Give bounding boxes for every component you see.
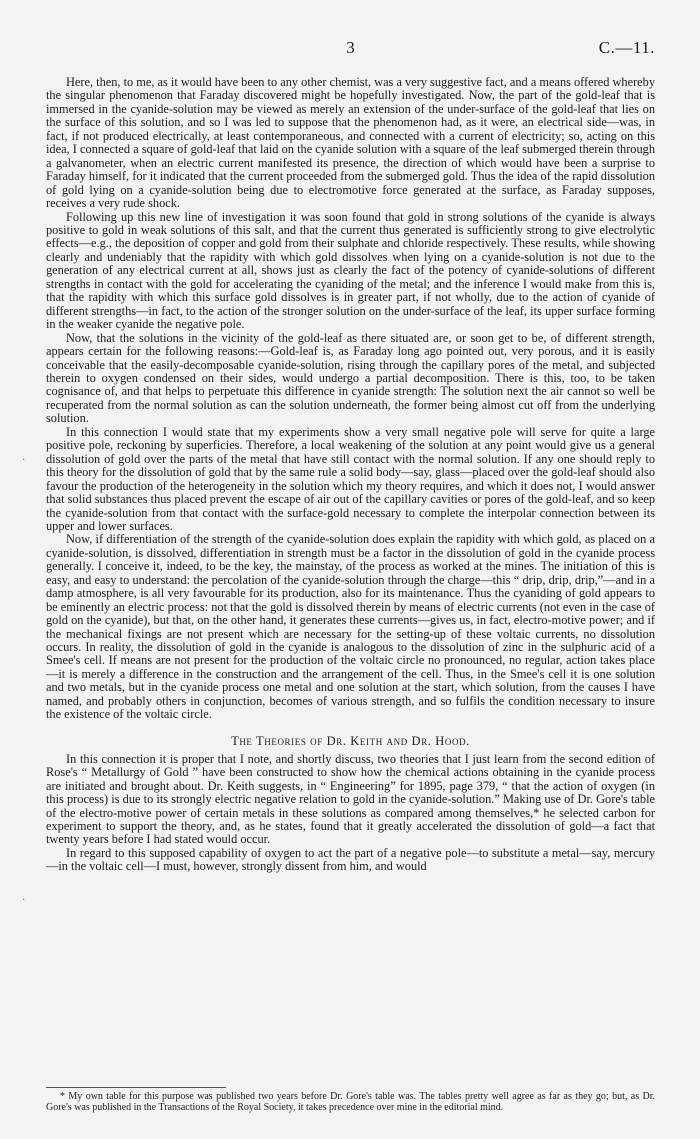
paragraph: In regard to this supposed capability of oxygen to act the part of a negative pole—to substitute a metal—say, mercury—in the voltaic cell—I must, however, strongly dissent from him, and would [46,845,655,874]
paragraph: Now, that the solutions in the vicinity of the gold-leaf as there situated are, or soon get to be, of different strength, appears certain for the following reasons:—Gold-leaf is, as Faraday long ago pointed out, very porous, and it is easily conceivable that the easily-decomposable cyanide-solution, rising through the capillary pores of the metal, and subjected therein to oxygen condensed on their sides, would undergo a partial decomposition. There is this, too, to be taken cognisance of, and that helps to perpetuate this difference in cyanide strength: The solution next the air cannot so well be recuperated from the normal solution as can the solution underneath, the former being almost cut off from the underlying solution. [46,330,655,426]
margin-dot: · [22,455,26,466]
paragraph: In this connection I would state that my experiments show a very small negative pole will serve for quite a large positive pole, reckoning by superficies. Therefore, a local weakening of the solution at any point would give us a general dissolution of gold over the parts of the metal that have still contact with the normal solution. If any one should reply to this theory for the dissolution of gold that by the same rule a solid body—say, glass—placed over the gold-leaf should also favour the production of the heterogeneity in the solution which my theory requires, and which it does not, I would answer that solid substances thus placed prevent the escape of air out of the capillary cavities or pores of the gold-leaf, and so keep the cyanide-solution from that contact with the surface-gold necessary to complete the interpolar connection between its upper and lower surfaces. [46,424,655,533]
paragraph: In this connection it is proper that I note, and shortly discuss, two theories that I just learn from the second edition of Rose's “ Metallurgy of Gold ” have been constructed to show how the chemical actions obtaining in the cyanide process are initiated and brought about. Dr. Keith suggests, in “ Engineering” for 1895, page 379, “ that the action of oxygen (in this process) is due to its strongly electric negative relation to gold in the cyanide-solution.” Making use of Dr. Gore's table of the electro-motive power of certain metals in these solutions as compared among themselves,* he selected carbon for experiment to support the theory, and, as he states, found that it greatly accelerated the dissolution of gold—a fact that twenty years before I had stated would occur. [46,751,655,847]
paragraph: Here, then, to me, as it would have been to any other chemist, was a very suggestive fact, and a means offered whereby the singular phenomenon that Faraday discovered might be hopefully investigated. Now, the part of the gold-leaf that is immersed in the cyanide-solution may be viewed as merely an extension of the under-surface of the gold-leaf that lies on the surface of this solution, and so I was led to suppose that the phenomenon had, as it were, an electrical side—was, in fact, if not produced electrically, at least contemporaneous, and connected with a current of electricity; so, acting on this idea, I connected a square of gold-leaf that laid on the cyanide solution with a square of the leaf submerged therein through a galvanometer, when an electric current manifested its presence, the direction of which would have been a surprise to Faraday himself, for it indicated that the current proceeded from the submerged gold. Thus the idea of the rapid dissolution of gold lying on a cyanide-solution being due to electromotive force generated at the surface, as Faraday supposes, receives a very rude shock. [46,75,655,211]
paragraph: Now, if differentiation of the strength of the cyanide-solution does explain the rapidity with which gold, as placed on a cyanide-solution, is dissolved, differentiation in strength must be a factor in the dissolution of gold in the cyanide process generally. I conceive it, indeed, to be the key, the mainstay, of the process as worked at the mines. The initiation of this is easy, and easy to understand: the percolation of the cyanide-solution through the charge—this “ drip, drip, drip,”—and in a damp atmosphere, is all very favourable for its production, also for its maintenance. Thus the cyaniding of gold appears to be eminently an electric process: not that the gold is dissolved therein by means of electric currents (not even in the case of gold on the cyanide), but that, on the other hand, it generates these currents—gives us, in fact, electro-motive power; and if the mechanical fixings are not present which are necessary for the setting-up of these voltaic currents, no dissolution occurs. In reality, the dissolution of gold in the cyanide is analogous to the dissolution of zinc in the sulphuric acid of a Smee's cell. If means are not present for the production of the voltaic circle no pronounced, no regular, action takes place—it is merely a difference in the construction and the arrangement of the cell. Thus, in the Smee's cell it is one solution and two metals, but in the cyanide process one metal and one solution at the start, which solution, from the causes I have named, and probably others in conjunction, becomes of various strength, and so fulfils the condition necessary to insure the existence of the voltaic circle. [46,532,655,722]
footnote-divider [46,1087,226,1088]
page-header [46,38,655,62]
margin-dot: · [22,895,26,906]
paragraph: Following up this new line of investigation it was soon found that gold in strong solutions of the cyanide is always positive to gold in weak solutions of this salt, and that the current thus generated is sufficiently strong to give electrolytic effects—e.g., the deposition of copper and gold from their sulphate and chloride respectively. These results, while showing clearly and undeniably that the rapidity with which gold dissolves when lying on a cyanide-solution is not due to the generation of any electrical current at all, shows just as clearly the fact of the potency of cyanide-solutions of different strengths in contact with the gold for accelerating the cyaniding of the metal; and the inference I would make from this is, that the rapidity with which this surface gold dissolves is in greater part, if not wholly, due to the action of cyanide of different strengths—in fact, to the action of the stronger solution on the under-surface of the leaf, its upper surface forming in the weaker cyanide the negative pole. [46,209,655,332]
body-text [46,76,655,874]
section-heading: The Theories of Dr. Keith and Dr. Hood. [231,733,470,748]
footnote: * My own table for this purpose was published two years before Dr. Gore's table was. The tables pretty well agree as far as they go; but, as Dr. Gore's was published in the Transactions of the Royal Society, it takes precedence over mine in the editorial mind. [46,1091,655,1113]
document-code: C.—11. [598,38,655,57]
page-number: 3 [346,38,355,57]
